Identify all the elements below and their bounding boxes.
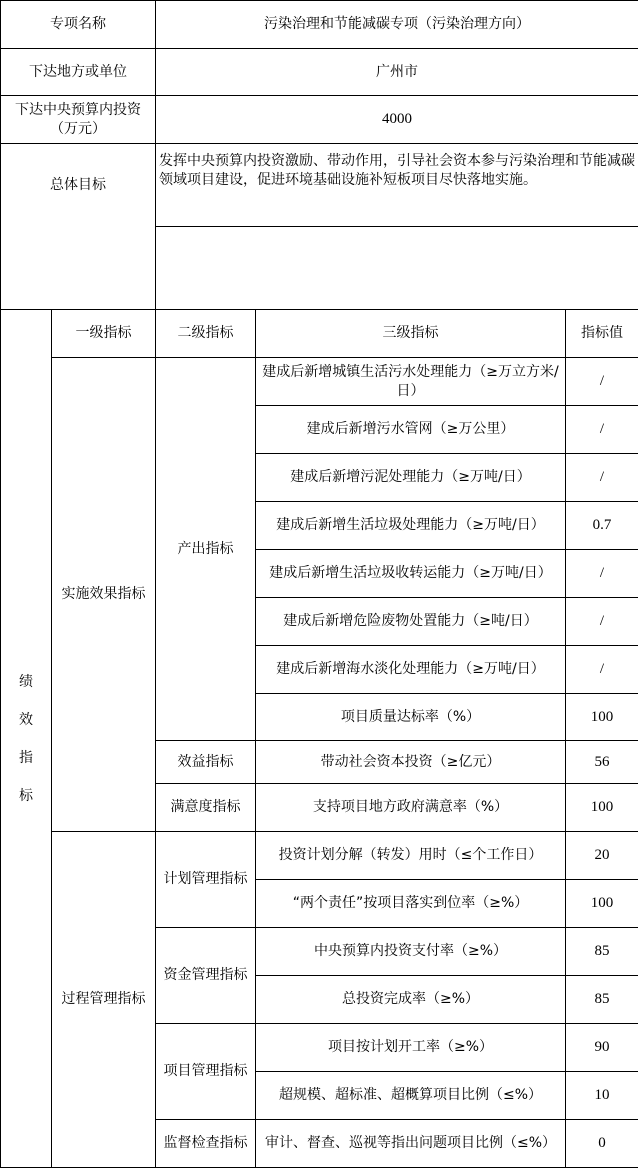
goal-label: 总体目标 <box>1 144 156 310</box>
indicator-name: 建成后新增生活垃圾收转运能力（≥万吨/日） <box>256 550 566 598</box>
column-header-value: 指标值 <box>566 310 638 358</box>
table-row <box>1 358 638 406</box>
recipient-row <box>1 49 638 96</box>
indicator-name: “两个责任”按项目落实到位率（≥%） <box>256 880 566 928</box>
indicator-value: 100 <box>566 694 638 741</box>
goal-value: 发挥中央预算内投资激励、带动作用，引导社会资本参与污染治理和节能减碳领域项目建设，促进环境基础设施补短板项目尽快落地实施。 <box>156 144 638 227</box>
level2-benefit: 效益指标 <box>156 741 256 784</box>
level2-plan: 计划管理指标 <box>156 832 256 928</box>
indicator-name: 投资计划分解（转发）用时（≤个工作日） <box>256 832 566 880</box>
goal-row <box>1 144 638 227</box>
column-header-level3: 三级指标 <box>256 310 566 358</box>
indicator-value: 90 <box>566 1024 638 1072</box>
performance-indicator-section-label: 绩 效 指 标 <box>1 310 52 1168</box>
indicator-name: 审计、督查、巡视等指出问题项目比例（≤%） <box>256 1120 566 1168</box>
indicator-value: / <box>566 598 638 646</box>
indicator-name: 支持项目地方政府满意率（%） <box>256 784 566 832</box>
indicator-name: 总投资完成率（≥%） <box>256 976 566 1024</box>
indicator-name: 建成后新增危险废物处置能力（≥吨/日） <box>256 598 566 646</box>
indicator-name: 超规模、超标准、超概算项目比例（≤%） <box>256 1072 566 1120</box>
level2-output: 产出指标 <box>156 358 256 741</box>
indicator-value: 85 <box>566 976 638 1024</box>
project-name-label: 专项名称 <box>1 1 156 49</box>
project-name-row <box>1 1 638 49</box>
column-header-level2: 二级指标 <box>156 310 256 358</box>
indicator-value: 85 <box>566 928 638 976</box>
indicator-value: 0 <box>566 1120 638 1168</box>
indicator-value: / <box>566 406 638 454</box>
level1-process: 过程管理指标 <box>52 832 156 1168</box>
indicator-name: 建成后新增城镇生活污水处理能力（≥万立方米/日） <box>256 358 566 406</box>
indicator-name: 中央预算内投资支付率（≥%） <box>256 928 566 976</box>
indicator-value: 20 <box>566 832 638 880</box>
indicator-value: / <box>566 358 638 406</box>
level2-project: 项目管理指标 <box>156 1024 256 1120</box>
indicator-value: 56 <box>566 741 638 784</box>
budget-row <box>1 96 638 144</box>
level2-fund: 资金管理指标 <box>156 928 256 1024</box>
budget-label: 下达中央预算内投资（万元） <box>1 96 156 144</box>
indicator-value: 10 <box>566 1072 638 1120</box>
indicator-header-row <box>1 310 638 358</box>
recipient-value: 广州市 <box>156 49 638 96</box>
project-name-value: 污染治理和节能减碳专项（污染治理方向） <box>156 1 638 49</box>
indicator-value: 0.7 <box>566 502 638 550</box>
level1-effect: 实施效果指标 <box>52 358 156 832</box>
indicator-value: 100 <box>566 880 638 928</box>
indicator-name: 建成后新增污泥处理能力（≥万吨/日） <box>256 454 566 502</box>
level2-supervision: 监督检查指标 <box>156 1120 256 1168</box>
indicator-name: 建成后新增污水管网（≥万公里） <box>256 406 566 454</box>
recipient-label: 下达地方或单位 <box>1 49 156 96</box>
indicator-name: 带动社会资本投资（≥亿元） <box>256 741 566 784</box>
indicator-value: 100 <box>566 784 638 832</box>
indicator-name: 项目按计划开工率（≥%） <box>256 1024 566 1072</box>
indicator-value: / <box>566 550 638 598</box>
goal-blank-cell <box>156 227 638 310</box>
indicator-name: 项目质量达标率（%） <box>256 694 566 741</box>
indicator-name: 建成后新增海水淡化处理能力（≥万吨/日） <box>256 646 566 694</box>
column-header-level1: 一级指标 <box>52 310 156 358</box>
level2-satisfaction: 满意度指标 <box>156 784 256 832</box>
budget-value: 4000 <box>156 96 638 144</box>
indicator-value: / <box>566 646 638 694</box>
indicator-value: / <box>566 454 638 502</box>
table-row <box>1 832 638 880</box>
indicator-name: 建成后新增生活垃圾处理能力（≥万吨/日） <box>256 502 566 550</box>
